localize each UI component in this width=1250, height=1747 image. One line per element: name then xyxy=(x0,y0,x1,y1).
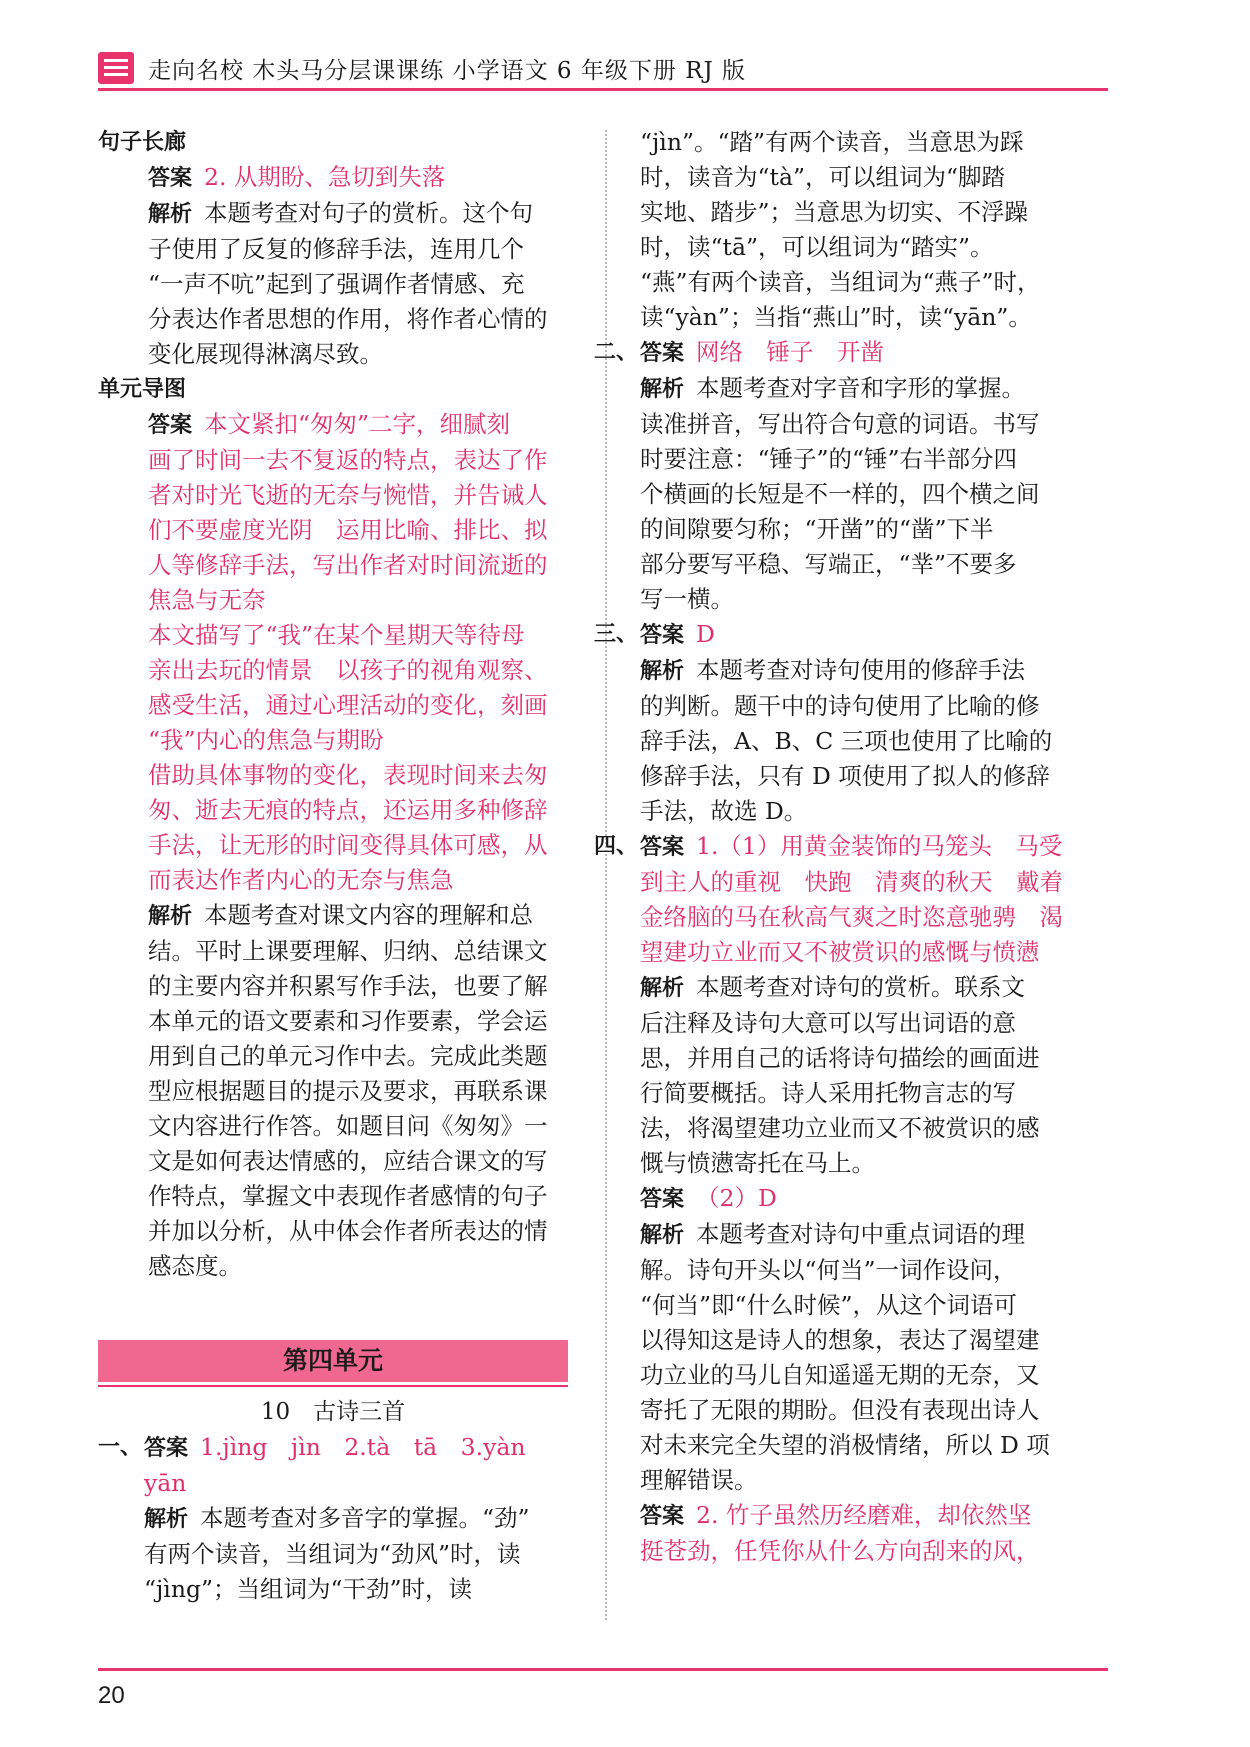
analysis-block xyxy=(98,898,572,1284)
left-column xyxy=(98,125,572,1284)
text-line: 匆、逝去无痕的特点，还运用多种修辞 xyxy=(148,796,548,824)
answer-block xyxy=(98,407,572,898)
text-line: 辞手法，A、B、C 三项也使用了比喻的 xyxy=(640,727,1053,755)
analysis-block xyxy=(640,1217,1110,1498)
text-line: 的主要内容并积累写作手法，也要了解 xyxy=(148,972,548,1000)
section-title: 单元导图 xyxy=(98,377,187,402)
answer-text: D xyxy=(696,620,715,648)
header-title: 走向名校 木头马分层课课练 小学语文 6 年级下册 RJ 版 xyxy=(148,58,747,84)
section-title: 句子长廊 xyxy=(98,130,187,155)
text-line: 手法，让无形的时间变得具体可感，从 xyxy=(148,831,548,859)
text-line: 本文描写了“我”在某个星期天等待母 xyxy=(148,621,525,649)
text-line: 并加以分析，从中体会作者所表达的情 xyxy=(148,1217,548,1245)
analysis-label: 解析 xyxy=(144,1507,189,1532)
lesson-title: 10 古诗三首 xyxy=(260,1399,406,1425)
text-line: 本题考查对课文内容的理解和总 xyxy=(204,901,534,929)
question-number: 一、 xyxy=(98,1435,143,1460)
text-line: 用到自己的单元习作中去。完成此类题 xyxy=(148,1042,548,1070)
text-line: “jìng”；当组词为“干劲”时，读 xyxy=(144,1575,473,1603)
continued-text xyxy=(595,125,1110,335)
answer-label: 答案 xyxy=(144,1436,189,1461)
text-line: 功立业的马儿自知遥遥无期的无奈，又 xyxy=(640,1361,1040,1389)
answer-label: 答案 xyxy=(640,1504,685,1529)
text-line: 文内容进行作答。如题目问《匆匆》一 xyxy=(148,1112,548,1140)
answer-text: 2. 从期盼、急切到失落 xyxy=(204,163,446,191)
analysis-block xyxy=(640,653,1110,829)
answer-label: 答案 xyxy=(148,166,193,191)
text-line: 本文紧扣“匆匆”二字，细腻刻 xyxy=(204,410,511,438)
text-line: 对未来完全失望的消极情绪，所以 D 项 xyxy=(640,1431,1050,1459)
text-line: 后注释及诗句大意可以写出词语的意 xyxy=(640,1009,1016,1037)
page-number: 20 xyxy=(98,1682,125,1709)
text-line: 变化展现得淋漓尽致。 xyxy=(148,340,383,368)
text-line: 1.（1）用黄金装饰的马笼头 马受 xyxy=(696,832,1063,860)
answer-block xyxy=(640,1498,1110,1569)
text-line: 型应根据题目的提示及要求，再联系课 xyxy=(148,1077,548,1105)
text-line: 法，将渴望建功立业而又不被赏识的感 xyxy=(640,1114,1040,1142)
analysis-label: 解析 xyxy=(640,976,685,1001)
text-line: 本题考查对字音和字形的掌握。 xyxy=(696,374,1026,402)
answer-block xyxy=(594,829,1110,970)
analysis-label: 解析 xyxy=(640,377,685,402)
text-line: 手法，故选 D。 xyxy=(640,797,808,825)
right-column xyxy=(594,125,1110,1569)
text-line: 挺苍劲，任凭你从什么方向刮来的风， xyxy=(640,1537,1040,1565)
answer-label: 答案 xyxy=(148,413,193,438)
text-line: 人等修辞手法，写出作者对时间流逝的 xyxy=(148,551,548,579)
text-line: 的判断。题干中的诗句使用了比喻的修 xyxy=(640,692,1040,720)
text-line: 写一横。 xyxy=(640,585,734,613)
analysis-block xyxy=(98,196,572,372)
answer-text: 网络 锤子 开凿 xyxy=(696,338,885,366)
text-line: 读“yàn”；当指“燕山”时，读“yān”。 xyxy=(640,303,1032,331)
text-line: 2. 竹子虽然历经磨难，却依然坚 xyxy=(696,1501,1032,1529)
answer-label: 答案 xyxy=(640,341,685,366)
analysis-block xyxy=(98,1501,572,1607)
answer-text: （2）D xyxy=(696,1184,777,1212)
text-line: 分表达作者思想的作用，将作者心情的 xyxy=(148,305,548,333)
text-line: 而表达作者内心的无奈与焦急 xyxy=(148,866,454,894)
page-header xyxy=(98,44,1108,90)
answer-text: 1.jìng jìn 2.tà tā 3.yàn yān xyxy=(144,1433,550,1497)
text-line: 思，并用自己的话将诗句描绘的画面进 xyxy=(640,1044,1040,1072)
book-logo-icon xyxy=(98,52,134,84)
question-number: 四、 xyxy=(594,834,639,859)
text-line: “何当”即“什么时候”，从这个词语可 xyxy=(640,1291,1018,1319)
text-line: 画了时间一去不复返的特点，表达了作 xyxy=(148,446,548,474)
analysis-label: 解析 xyxy=(148,904,193,929)
text-line: 理解错误。 xyxy=(640,1466,758,1494)
text-line: 本题考查对句子的赏析。这个句 xyxy=(204,199,534,227)
text-line: 时，读“tā”，可以组词为“踏实”。 xyxy=(640,233,994,261)
text-line: 修辞手法，只有 D 项使用了拟人的修辞 xyxy=(640,762,1050,790)
answer-label: 答案 xyxy=(640,835,685,860)
text-line: 本题考查对诗句的赏析。联系文 xyxy=(696,973,1026,1001)
footer-rule xyxy=(98,1668,1108,1671)
text-line: 感受生活，通过心理活动的变化，刻画 xyxy=(148,691,548,719)
analysis-label: 解析 xyxy=(148,202,193,227)
text-line: 们不要虚度光阴 运用比喻、排比、拟 xyxy=(148,516,548,544)
text-line: 部分要写平稳、写端正，“丵”不要多 xyxy=(640,550,1017,578)
text-line: 子使用了反复的修辞手法，连用几个 xyxy=(148,235,524,263)
answer-label: 答案 xyxy=(640,1187,685,1212)
text-line: 望建功立业而又不被赏识的感慨与愤懑 xyxy=(640,938,1040,966)
text-line: 个横画的长短是不一样的，四个横之间 xyxy=(640,480,1040,508)
text-line: 本题考查对多音字的掌握。“劲” xyxy=(200,1504,530,1532)
text-line: 文是如何表达情感的，应结合课文的写 xyxy=(148,1147,548,1175)
analysis-block xyxy=(640,371,1110,617)
text-line: “燕”有两个读音，当组词为“燕子”时， xyxy=(640,268,1041,296)
text-line: 本题考查对诗句使用的修辞手法 xyxy=(696,656,1026,684)
text-line: 到主人的重视 快跑 清爽的秋天 戴着 xyxy=(640,868,1063,896)
text-line: 的间隙要匀称；“开凿”的“凿”下半 xyxy=(640,515,994,543)
text-line: 有两个读音，当组词为“劲风”时，读 xyxy=(144,1540,521,1568)
answer-label: 答案 xyxy=(640,623,685,648)
analysis-block xyxy=(640,970,1110,1181)
text-line: 金络脑的马在秋高气爽之时恣意驰骋 渴 xyxy=(640,903,1063,931)
analysis-label: 解析 xyxy=(640,659,685,684)
text-line: 作特点，掌握文中表现作者感情的句子 xyxy=(148,1182,548,1210)
question-number: 二、 xyxy=(594,340,639,365)
text-line: 时要注意：“锤子”的“锤”右半部分四 xyxy=(640,445,1018,473)
text-line: 解。诗句开头以“何当”一词作设问， xyxy=(640,1256,1017,1284)
question-number: 三、 xyxy=(594,622,639,647)
text-line: 焦急与无奈 xyxy=(148,586,266,614)
text-line: 结。平时上课要理解、归纳、总结课文 xyxy=(148,937,548,965)
text-line: 时，读音为“tà”，可以组词为“脚踏 xyxy=(640,163,1005,191)
unit-rule xyxy=(98,1385,568,1387)
text-line: 亲出去玩的情景 以孩子的视角观察、 xyxy=(148,656,548,684)
text-line: 寄托了无限的期盼。但没有表现出诗人 xyxy=(640,1396,1040,1424)
text-line: 实地、踏步”；当意思为切实、不浮躁 xyxy=(640,198,1029,226)
left-column-lower xyxy=(98,1430,572,1607)
text-line: 以得知这是诗人的想象，表达了渴望建 xyxy=(640,1326,1040,1354)
text-line: 借助具体事物的变化，表现时间来去匆 xyxy=(148,761,548,789)
text-line: “我”内心的焦急与期盼 xyxy=(148,726,384,754)
header-rule xyxy=(98,88,1108,91)
text-line: 读准拼音，写出符合句意的词语。书写 xyxy=(640,410,1040,438)
text-line: “jìn”。“踏”有两个读音，当意思为踩 xyxy=(640,128,1024,156)
analysis-label: 解析 xyxy=(640,1223,685,1248)
text-line: 本题考查对诗句中重点词语的理 xyxy=(696,1220,1026,1248)
text-line: 感态度。 xyxy=(148,1252,242,1280)
text-line: 慨与愤懑寄托在马上。 xyxy=(640,1149,875,1177)
text-line: 行简要概括。诗人采用托物言志的写 xyxy=(640,1079,1016,1107)
text-line: “一声不吭”起到了强调作者情感、充 xyxy=(148,270,525,298)
text-line: 者对时光飞逝的无奈与惋惜，并告诫人 xyxy=(148,481,548,509)
text-line: 本单元的语文要素和习作要素，学会运 xyxy=(148,1007,548,1035)
unit-banner: 第四单元 xyxy=(98,1340,568,1382)
